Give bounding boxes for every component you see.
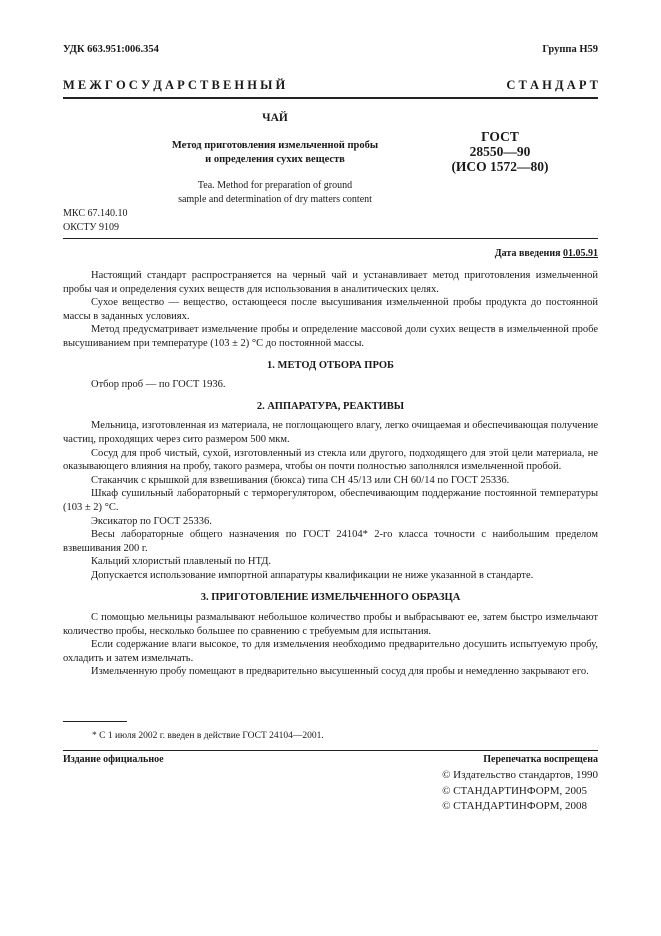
section-2-item-1: Мельница, изготовленная из материала, не поглощающего влагу, легко очищаемая и обеспечивающая получение частиц, проходящих через сито размером 500 мкм. bbox=[63, 420, 598, 445]
section-2-item-7: Кальций хлористый плавленый по НТД. bbox=[91, 556, 272, 568]
intro-paragraph-3: Метод предусматривает измельчение пробы и определение массовой доли сухих веществ в измельченной пробе высушиванием при температуре (103 ± 2) °С до постоянной массы. bbox=[63, 324, 598, 349]
udk-code: УДК 663.951:006.354 bbox=[63, 44, 159, 55]
doc-title-english bbox=[150, 179, 400, 206]
iso-number: (ИСО 1572—80) bbox=[451, 159, 549, 174]
document-body bbox=[63, 269, 598, 679]
section-3-item-3: Измельченную пробу помещают в предварительно высушенный сосуд для пробы и немедленно закрывают его. bbox=[91, 666, 589, 678]
official-edition-label: Издание официальное bbox=[63, 754, 164, 765]
copyright-block bbox=[442, 768, 598, 815]
intro-paragraph-2: Сухое вещество — вещество, остающееся после высушивания измельченной пробы продукта до постоянной массы в заданных условиях. bbox=[63, 297, 598, 322]
section-2-item-5: Эксикатор по ГОСТ 25336. bbox=[91, 515, 212, 527]
section-3-item-1: С помощью мельницы размалывают небольшое количество пробы и выбрасывают ее, затем быстро измельчают количество пробы, несколько большее по сравнению с требуемым для испытания. bbox=[63, 612, 598, 637]
doc-title-english-line-1: Tea. Method for preparation of ground bbox=[197, 180, 353, 191]
footnote: * С 1 июля 2002 г. введен в действие ГОСТ 24104—2001. bbox=[92, 731, 324, 741]
banner-word-1: М Е Ж Г О С У Д А Р С Т В Е Н Н Ы Й bbox=[63, 78, 286, 92]
copyright-line-3: © СТАНДАРТИНФОРМ, 2008 bbox=[442, 800, 588, 812]
introduction-date bbox=[495, 248, 598, 259]
codes-divider bbox=[63, 238, 598, 239]
okstu-code: ОКСТУ 9109 bbox=[63, 221, 120, 233]
section-3-item-2: Если содержание влаги высокое, то для измельчения необходимо предварительно досушить испытуемую пробу, охладить и затем измельчать. bbox=[63, 639, 598, 664]
header-divider bbox=[63, 97, 598, 99]
section-1-heading: 1. МЕТОД ОТБОРА ПРОБ bbox=[267, 359, 394, 371]
copyright-line-2: © СТАНДАРТИНФОРМ, 2005 bbox=[442, 784, 588, 797]
section-3-heading: 3. ПРИГОТОВЛЕНИЕ ИЗМЕЛЬЧЕННОГО ОБРАЗЦА bbox=[200, 592, 461, 604]
section-2-item-2: Сосуд для проб чистый, сухой, изготовленный из стекла или другого, подходящего для этой цели материала, не оказывающего влияния на пробу, такого размера, чтобы он почти полностью заполнялся измельченной пробой. bbox=[63, 447, 598, 473]
doc-title-english-line-2: sample and determination of dry matters content bbox=[178, 193, 372, 205]
section-2-item-3: Стаканчик с крышкой для взвешивания (бюкса) типа СН 45/13 или СН 60/14 по ГОСТ 25336. bbox=[91, 474, 510, 486]
gost-number: 28550—90 bbox=[469, 144, 531, 159]
doc-title: ЧАЙ bbox=[262, 112, 288, 124]
section-2-item-8: Допускается использование импортной аппаратуры квалификации не ниже указанной в стандарте. bbox=[91, 569, 534, 581]
gost-label: ГОСТ bbox=[481, 129, 519, 144]
gost-designation bbox=[430, 129, 570, 174]
interstate-standard-banner bbox=[63, 78, 598, 93]
section-1-paragraph: Отбор проб — по ГОСТ 1936. bbox=[91, 379, 226, 391]
footer-divider bbox=[63, 750, 598, 751]
doc-subtitle bbox=[150, 139, 400, 167]
intro-paragraph-1: Настоящий стандарт распространяется на черный чай и устанавливает метод приготовления измельченной пробы чая и определения сухих веществ для использования в аналитических целях. bbox=[63, 270, 598, 295]
introduction-date-value: 01.05.91 bbox=[563, 248, 598, 259]
doc-subtitle-line-1: Метод приготовления измельченной пробы bbox=[171, 140, 379, 151]
footnote-divider bbox=[63, 721, 127, 722]
introduction-date-label: Дата введения bbox=[494, 248, 561, 259]
doc-subtitle-line-2: и определения сухих веществ bbox=[205, 154, 345, 165]
classification-codes bbox=[63, 207, 127, 234]
reprint-prohibited-label: Перепечатка воспрещена bbox=[483, 754, 598, 765]
section-2-item-4: Шкаф сушильный лабораторный с терморегулятором, обеспечивающим поддержание постоянной температуры (103 ± 2) °С. bbox=[63, 488, 598, 513]
section-2-item-6: Весы лабораторные общего назначения по ГОСТ 24104* 2-го класса точности с наибольшим пределом взвешивания 200 г. bbox=[63, 529, 598, 554]
section-2-heading: 2. АППАРАТУРА, РЕАКТИВЫ bbox=[256, 400, 405, 412]
group-code: Группа Н59 bbox=[542, 44, 598, 55]
copyright-line-1: © Издательство стандартов, 1990 bbox=[442, 769, 598, 781]
mks-code: МКС 67.140.10 bbox=[63, 208, 128, 219]
banner-word-2: С Т А Н Д А Р Т bbox=[506, 78, 598, 92]
